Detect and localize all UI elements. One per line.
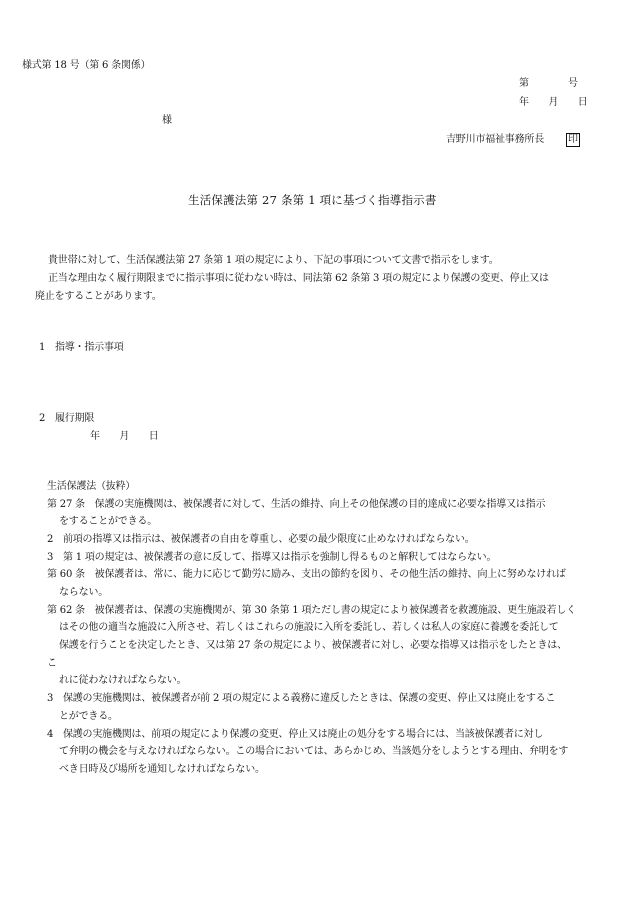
excerpt-line: 3 第 1 項の規定は、被保護者の意に反して、指導又は指示を強制し得るものと解釈してはならない。: [47, 552, 497, 563]
document-number-field: 第 号: [519, 78, 578, 89]
page-title: 生活保護法第 27 条第 1 項に基づく指導指示書: [188, 193, 437, 207]
excerpt-line: 3 保護の実施機関は、被保護者が前 2 項の規定による義務に違反したときは、保護の変更、停止又は廃止をするこ: [47, 693, 556, 704]
intro-line-2: 正当な理由なく履行期限までに指示事項に従わない時は、同法第 62 条第 3 項の規定により保護の変更、停止又は: [48, 273, 549, 284]
deadline-date: 年 月 日: [90, 431, 159, 442]
form-number: 様式第 18 号（第 6 条関係）: [22, 60, 151, 71]
excerpt-line: 第 27 条 保護の実施機関は、被保護者に対して、生活の維持、向上その他保護の目的達成に必要な指導又は指示: [47, 499, 546, 510]
excerpt-line: 保護を行うことを決定したとき、又は第 27 条の規定により、被保護者に対し、必要な指導又は指示をしたときは、: [59, 640, 567, 651]
intro-line-3: 廃止をすることがあります。: [35, 291, 162, 302]
issuer-label: 吉野川市福祉事務所長: [446, 134, 544, 145]
excerpt-line: 2 前項の指導又は指示は、被保護者の自由を尊重し、必要の最少限度に止めなければならない。: [47, 534, 475, 545]
excerpt-line: て弁明の機会を与えなければならない。この場合においては、あらかじめ、当該処分をしようとする理由、弁明をす: [59, 746, 569, 757]
excerpt-line: をすることができる。: [59, 516, 157, 527]
excerpt-line: こ: [47, 658, 57, 669]
section-2-heading: 2 履行期限: [39, 413, 95, 424]
excerpt-line: 4 保護の実施機関は、前項の規定により保護の変更、停止又は廃止の処分をする場合には、当該被保護者に対し: [47, 729, 544, 740]
intro-line-1: 貴世帯に対して、生活保護法第 27 条第 1 項の規定により、下記の事項について文書で指示をします。: [48, 255, 499, 266]
excerpt-line: はその他の適当な施設に入所させ、若しくはこれらの施設に入所を委託し、若しくは私人の家庭に養護を委託して: [59, 622, 559, 633]
excerpt-line: ならない。: [59, 587, 108, 598]
excerpt-line: べき日時及び場所を通知しなければならない。: [59, 764, 265, 775]
addressee-suffix: 様: [162, 115, 172, 126]
excerpt-line: 第 62 条 被保護者は、保護の実施機関が、第 30 条第 1 項ただし書の規定により被保護者を救護施設、更生施設若しく: [47, 605, 576, 616]
excerpt-line: れに従わなければならない。: [59, 675, 187, 686]
excerpt-line: とができる。: [59, 711, 118, 722]
issue-date-field: 年 月 日: [519, 97, 588, 108]
excerpt-heading: 生活保護法（抜粋）: [47, 481, 136, 492]
excerpt-line: 第 60 条 被保護者は、常に、能力に応じて勤労に励み、支出の節約を図り、その他生活の維持、向上に努めなければ: [47, 569, 566, 580]
section-1-heading: 1 指導・指示事項: [39, 342, 124, 353]
issuer-name: [446, 133, 580, 147]
seal-box: 印: [567, 134, 578, 145]
